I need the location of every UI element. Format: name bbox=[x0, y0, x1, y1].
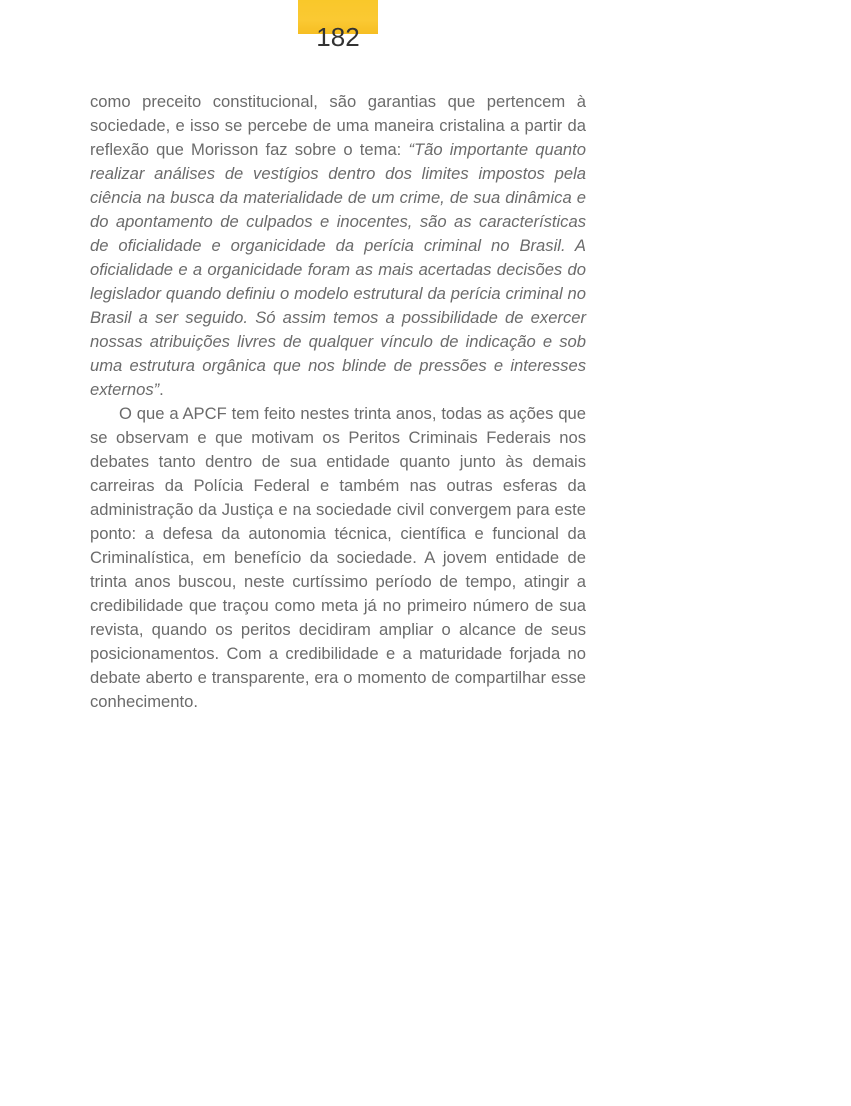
paragraph-1-lead: como preceito constitucional, são garantias que pertencem à sociedade, e isso se percebe de uma maneira cristalina a partir da reflexão que Morisson faz sobre o tema: bbox=[90, 92, 586, 159]
paragraph-1 bbox=[90, 90, 586, 402]
body-text bbox=[90, 90, 586, 714]
morisson-quote: “Tão importante quanto realizar análises de vestígios dentro dos limites impostos pela ciência na busca da materialidade de um crime, de sua dinâmica e do apontamento de culpados e inocentes, são as características de oficialidade e organicidade da perícia criminal no Brasil. A oficialidade e a organicidade foram as mais acertadas decisões do legislador quando definiu o modelo estrutural da perícia criminal no Brasil a ser seguido. Só assim temos a possibilidade de exercer nossas atribuições livres de qualquer vínculo de indicação e sob uma estrutura orgânica que nos blinde de pressões e interesses externos” bbox=[90, 140, 586, 399]
paragraph-1-end: . bbox=[159, 380, 164, 399]
paragraph-2: O que a APCF tem feito nestes trinta anos, todas as ações que se observam e que motivam os Peritos Criminais Federais nos debates tanto dentro de sua entidade quanto junto às demais carreiras da Polícia Federal e também nas outras esferas da administração da Justiça e na sociedade civil convergem para este ponto: a defesa da autonomia técnica, científica e funcional da Criminalística, em benefício da sociedade. A jovem entidade de trinta anos buscou, neste curtíssimo período de tempo, atingir a credibilidade que traçou como meta já no primeiro número de sua revista, quando os peritos decidiram ampliar o alcance de seus posicionamentos. Com a credibilidade e a maturidade forjada no debate aberto e transparente, era o momento de compartilhar esse conhecimento. bbox=[90, 404, 586, 711]
page-number: 182 bbox=[316, 22, 360, 52]
